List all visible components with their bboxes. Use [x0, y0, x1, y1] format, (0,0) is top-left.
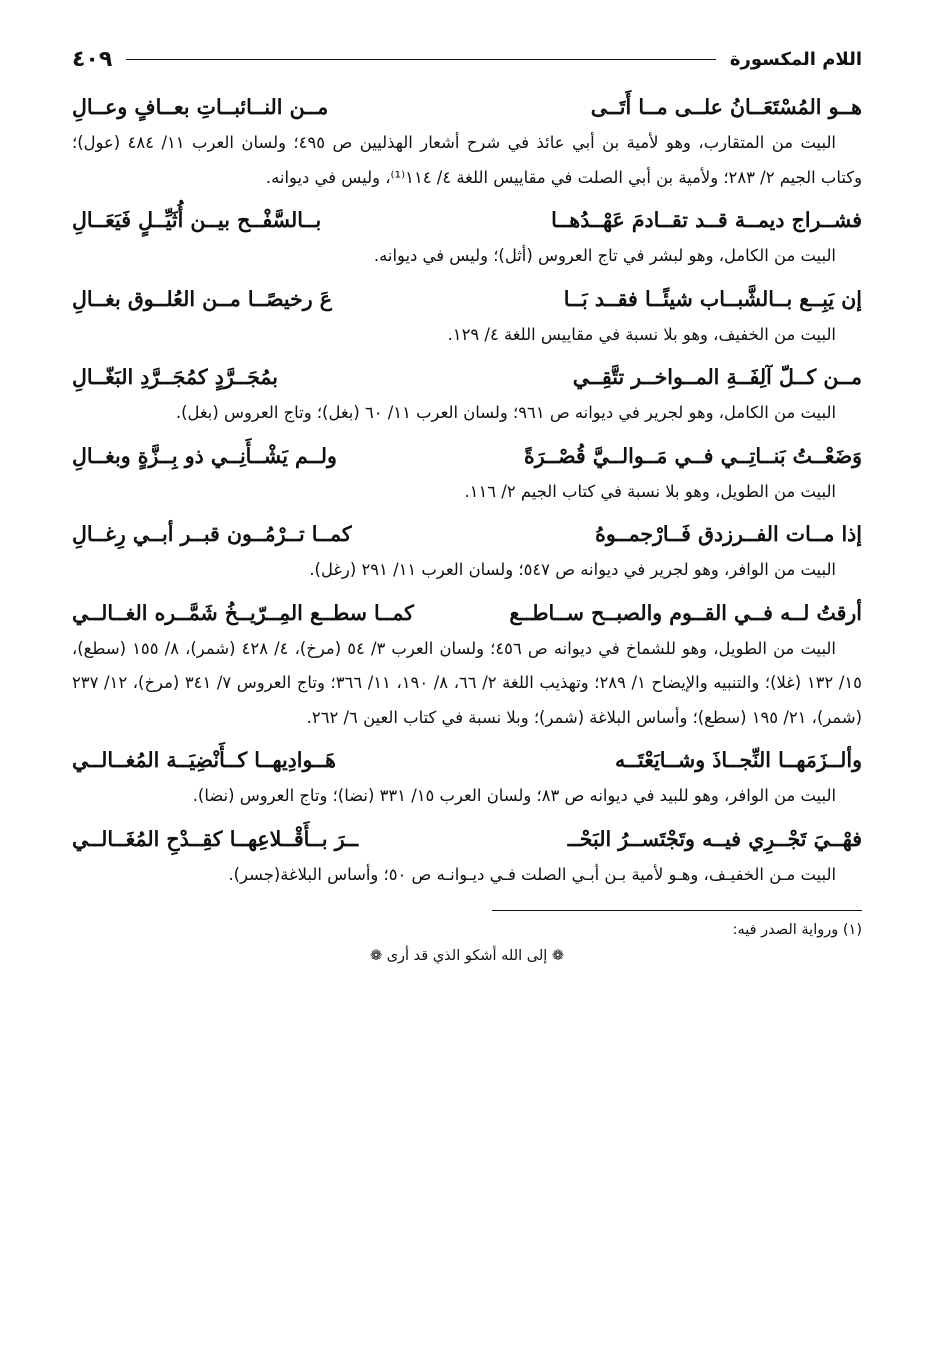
verse-commentary: البيت من الطويل، وهو للشماخ في ديوانه ص ٤٥٦؛ ولسان العرب ٣/ ٥٤ (مرخ)، ٤/ ٤٢٨ (شمر)، ٨/ ١٥٥ (سطع)، ١٥/ ١٣٢ (غلا)؛ والتنبيه والإيضاح ١/ ٢٨٩؛ وتهذيب اللغة ٢/ ٦٦، ٨/ ١٩٠، ١١/ ٣٦٦؛ وتاج العروس ٧/ ٣٤١ (مرخ)، ١٢/ ٢٣٧ (شمر)، ٢١/ ١٩٥ (سطع)؛ وأساس البلاغة (شمر)؛ وبلا نسبة في كتاب العين ٦/ ٢٦٢. — [72, 638, 862, 727]
verse-first-hemistich: مــن كــلّ آلِفَــةِ المــواخــر تتَّقِــي — [572, 365, 862, 389]
verse-line — [72, 820, 862, 858]
verse-second-hemistich: بمُجَــرَّدٍ كمُجَــرَّدِ البَغّــالِ — [72, 365, 278, 389]
verse-second-hemistich: كمــا تــرْمُــون قبــر أبــي رِغــالِ — [72, 522, 352, 546]
verse-first-hemistich: إذا مــات الفــرزدق فَــارْجمــوهُ — [595, 522, 862, 546]
verse-first-hemistich: وألــزَمَهــا النِّجــاذَ وشــايَعْتَــه — [615, 748, 862, 772]
verse-second-hemistich: ولــم يَشْــأَنِــي ذو بِــزَّةٍ وبغــالِ — [72, 443, 337, 468]
verse-first-hemistich: فشــراج ديمــة قــد تقــادمَ عَهْــدُهــا — [551, 208, 862, 232]
verse-entry — [72, 280, 862, 353]
verse-commentary: البيت من الطويل، وهو بلا نسبة في كتاب الجيم ٢/ ١١٦. — [464, 481, 836, 501]
verse-first-hemistich: وَضَعْــتُ بَنــاتِــي فــي مَــوالــيَّ قُصْــرَةً — [524, 443, 862, 468]
page-number: ٤٠٩ — [72, 46, 113, 72]
verse-commentary: البيت من الخفيف، وهو بلا نسبة في مقاييس اللغة ٤/ ١٢٩. — [447, 324, 836, 344]
verse-line — [72, 437, 862, 475]
verse-second-hemistich: عَ رخيصًــا مــن العُلــوق بغــالِ — [72, 286, 333, 311]
verse-line — [72, 515, 862, 553]
verse-entry — [72, 594, 862, 736]
verse-line — [72, 358, 862, 396]
footnote-separator — [492, 910, 862, 911]
header-rule — [126, 59, 716, 60]
entries-list — [72, 88, 862, 892]
page-header — [72, 36, 862, 82]
book-page — [72, 36, 862, 1356]
verse-first-hemistich: أرقتُ لــه فــي القــوم والصبــح ســاطــع — [509, 600, 862, 625]
verse-line — [72, 201, 862, 239]
verse-commentary: البيت من المتقارب، وهو لأمية بن أبي عائذ في شرح أشعار الهذليين ص ٤٩٥؛ ولسان العرب ١١/ ٤٨٤ (عول)؛ وكتاب الجيم ٢/ ٢٨٣؛ ولأمية بن أبي الصلت في مقاييس اللغة ٤/ ١١٤⁽¹⁾، وليس في ديوانه. — [72, 133, 862, 187]
verse-second-hemistich: بــالسَّفْــح بيــن أُثَيِّــلٍ فَيَعَــالِ — [72, 208, 322, 232]
verse-second-hemistich: هَــوادِيهــا كــأَنْضِيَــة المُغــالــي — [72, 748, 336, 772]
verse-second-hemistich: كمــا سطــع المِــرّيــخُ شَمَّــره الغــالــي — [72, 600, 414, 625]
verse-entry — [72, 741, 862, 814]
verse-second-hemistich: ــرَ بــأَقْــلاعِهــا كقِــدْحِ المُغَــالــي — [72, 826, 359, 851]
verse-second-hemistich: مــن النــائبــاتِ بعــافٍ وعــالِ — [72, 95, 329, 119]
chapter-title: اللام المكسورة — [729, 48, 862, 70]
footnote-quoted-hemistich: ❁ إلى الله أشكو الذي قد أرى ❁ — [369, 948, 565, 964]
verse-entry — [72, 201, 862, 274]
verse-entry — [72, 88, 862, 195]
verse-line — [72, 741, 862, 779]
verse-commentary: البيت من الوافر، وهو للبيد في ديوانه ص ٨٣؛ ولسان العرب ١٥/ ٣٣١ (نضا)؛ وتاج العروس (نضا). — [192, 786, 836, 805]
verse-commentary: البيت من الوافر، وهو لجرير في ديوانه ص ٥٤٧؛ ولسان العرب ١١/ ٢٩١ (رغل). — [309, 560, 836, 579]
verse-line — [72, 88, 862, 126]
footnote-marker-line: (١) ورواية الصدر فيه: — [732, 922, 862, 938]
verse-entry — [72, 820, 862, 893]
verse-entry — [72, 437, 862, 510]
verse-entry — [72, 358, 862, 431]
verse-line — [72, 594, 862, 632]
verse-entry — [72, 515, 862, 588]
verse-first-hemistich: فهْــيَ تَجْــرِي فيــه وتَجْتَســرُ البَحْــ — [567, 826, 862, 851]
verse-first-hemistich: هــو المُسْتَعَــانُ علــى مــا أَتَــى — [590, 95, 862, 119]
verse-commentary: البيت مـن الخفيـف، وهـو لأمية بـن أبـي الصلت فـي ديـوانـه ص ٥٠؛ وأساس البلاغة(جسر). — [228, 864, 836, 884]
verse-commentary: البيت من الكامل، وهو لجرير في ديوانه ص ٩٦١؛ ولسان العرب ١١/ ٦٠ (بغل)؛ وتاج العروس (بغل). — [175, 403, 836, 422]
verse-commentary: البيت من الكامل، وهو لبشر في تاج العروس (أثل)؛ وليس في ديوانه. — [373, 246, 836, 265]
verse-line — [72, 280, 862, 318]
verse-first-hemistich: إن يَبِــع بــالشَّبــاب شيئًــا فقــد بَــا — [563, 286, 862, 311]
footnotes — [72, 917, 862, 969]
